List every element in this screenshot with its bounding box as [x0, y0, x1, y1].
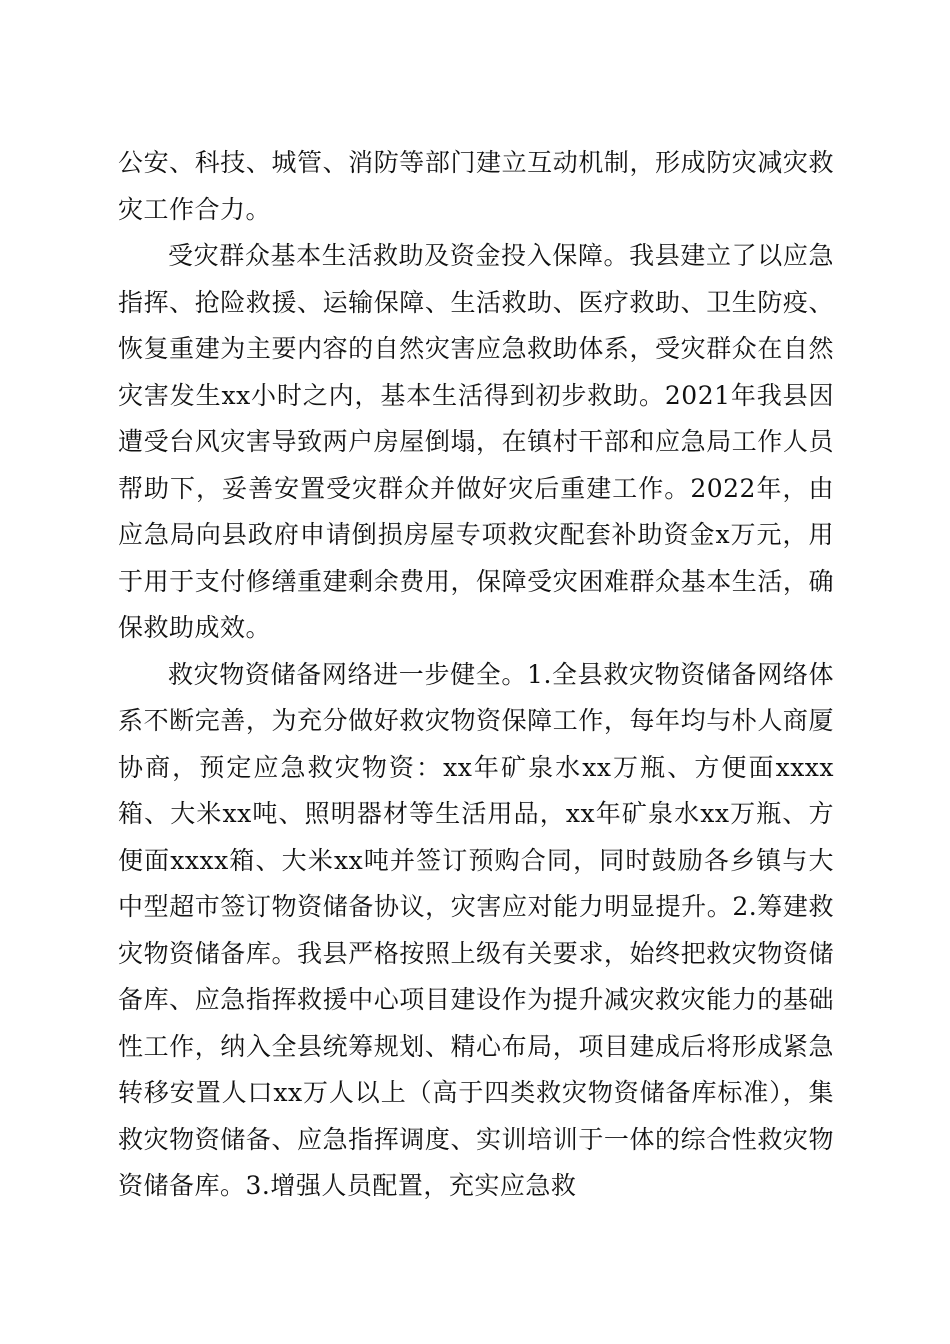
- body-text: [118, 140, 834, 1210]
- paragraph-relief-funding: 受灾群众基本生活救助及资金投入保障。我县建立了以应急指挥、抢险救援、运输保障、生活救助、医疗救助、卫生防疫、恢复重建为主要内容的自然灾害应急救助体系，受灾群众在自然灾害发生xx小时之内，基本生活得到初步救助。2021年我县因遭受台风灾害导致两户房屋倒塌，在镇村干部和应急局工作人员帮助下，妥善安置受灾群众并做好灾后重建工作。2022年，由应急局向县政府申请倒损房屋专项救灾配套补助资金x万元，用于用于支付修缮重建剩余费用，保障受灾困难群众基本生活，确保救助成效。: [118, 241, 834, 642]
- paragraph-continuation: 公安、科技、城管、消防等部门建立互动机制，形成防灾减灾救灾工作合力。: [118, 148, 834, 224]
- paragraph-material-reserve: 救灾物资储备网络进一步健全。1.全县救灾物资储备网络体系不断完善，为充分做好救灾物资保障工作，每年均与朴人商厦协商，预定应急救灾物资：xx年矿泉水xx万瓶、方便面xxxx箱、大米xx吨、照明器材等生活用品，xx年矿泉水xx万瓶、方便面xxxx箱、大米xx吨并签订预购合同，同时鼓励各乡镇与大中型超市签订物资储备协议，灾害应对能力明显提升。2.筹建救灾物资储备库。我县严格按照上级有关要求，始终把救灾物资储备库、应急指挥救援中心项目建设作为提升减灾救灾能力的基础性工作，纳入全县统筹规划、精心布局，项目建成后将形成紧急转移安置人口xx万人以上（高于四类救灾物资储备库标准），集救灾物资储备、应急指挥调度、实训培训于一体的综合性救灾物资储备库。3.增强人员配置，充实应急救: [118, 659, 834, 1200]
